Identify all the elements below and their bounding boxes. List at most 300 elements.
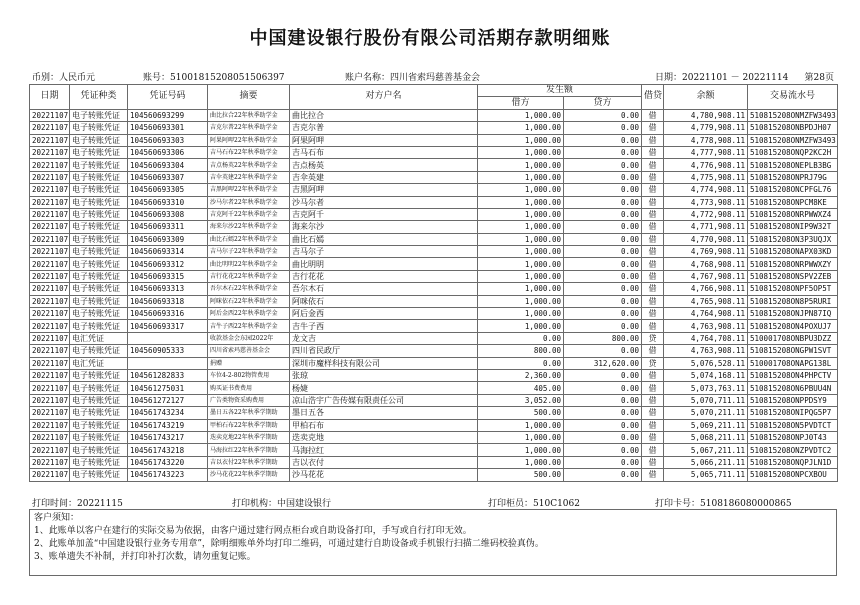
cell-voucher-type: 电子转账凭证 [70, 456, 128, 468]
col-serial: 交易流水号 [748, 85, 838, 110]
table-row [30, 270, 838, 282]
cell-summary: 马海拉红22年秋季学期助 [208, 444, 290, 456]
table-row [30, 184, 838, 196]
cell-credit: 0.00 [564, 369, 642, 381]
print-card-label: 打印卡号： [655, 499, 701, 509]
cell-balance: 5,067,211.11 [664, 444, 748, 456]
cell-balance: 4,772,908.11 [664, 208, 748, 220]
table-row [30, 431, 838, 443]
table-row [30, 308, 838, 320]
cell-dc: 贷 [642, 357, 664, 369]
cell-dc: 借 [642, 258, 664, 270]
table-row [30, 283, 838, 295]
table-row [30, 171, 838, 183]
cell-counterparty: 曲比拉合 [290, 109, 478, 121]
cell-dc: 借 [642, 394, 664, 406]
cell-voucher-type: 电子转账凭证 [70, 146, 128, 158]
cell-counterparty: 迭卖克地 [290, 431, 478, 443]
print-teller [488, 496, 580, 509]
cell-voucher-no: 104561282833 [128, 369, 208, 381]
cell-voucher-no [128, 332, 208, 344]
cell-balance: 4,770,908.11 [664, 233, 748, 245]
cell-serial: 510815208ON5PVDTCT [748, 419, 838, 431]
note-item: 2、此账单加盖“中国建设银行业务专用章”，除明细账单外均打印二维码，可通过建行自助设备或手机银行扫描二维码校验真伪。 [34, 539, 544, 549]
cell-serial: 510815208ONPJ0T43 [748, 431, 838, 443]
cell-serial: 510815208ONMZFW3493 [748, 109, 838, 121]
cell-dc: 借 [642, 159, 664, 171]
cell-credit: 0.00 [564, 308, 642, 320]
customer-notes [29, 509, 837, 576]
cell-voucher-type: 电子转账凭证 [70, 233, 128, 245]
cell-balance: 4,775,908.11 [664, 171, 748, 183]
cell-debit: 1,000.00 [478, 295, 564, 307]
cell-date: 20221107 [30, 419, 70, 431]
cell-summary: 迭卖克地22年秋季学期助 [208, 431, 290, 443]
cell-balance: 5,066,211.11 [664, 456, 748, 468]
cell-counterparty: 沙马花花 [290, 469, 478, 481]
print-org-label: 打印机构： [232, 499, 278, 509]
cell-date: 20221107 [30, 382, 70, 394]
cell-voucher-no: 104560693315 [128, 270, 208, 282]
cell-serial: 510815208ONQP2KC2H [748, 146, 838, 158]
cell-debit: 500.00 [478, 407, 564, 419]
cell-dc: 借 [642, 283, 664, 295]
cell-credit: 0.00 [564, 469, 642, 481]
col-debit: 借方 [478, 97, 564, 109]
cell-balance: 4,771,908.11 [664, 221, 748, 233]
cell-voucher-type: 电子转账凭证 [70, 122, 128, 134]
cell-dc: 借 [642, 456, 664, 468]
cell-debit: 1,000.00 [478, 109, 564, 121]
cell-voucher-no: 104560693304 [128, 159, 208, 171]
cell-date: 20221107 [30, 357, 70, 369]
table-row [30, 469, 838, 481]
cell-dc: 借 [642, 308, 664, 320]
cell-credit: 0.00 [564, 258, 642, 270]
col-balance: 余额 [664, 85, 748, 110]
cell-dc: 借 [642, 146, 664, 158]
cell-balance: 4,774,908.11 [664, 184, 748, 196]
table-row [30, 345, 838, 357]
cell-balance: 5,068,211.11 [664, 431, 748, 443]
cell-credit: 0.00 [564, 233, 642, 245]
cell-counterparty: 杨婕 [290, 382, 478, 394]
table-row [30, 258, 838, 270]
cell-date: 20221107 [30, 295, 70, 307]
cell-voucher-no: 104560693301 [128, 122, 208, 134]
table-row [30, 357, 838, 369]
cell-summary: 吉马石布22年秋季助学金 [208, 146, 290, 158]
cell-voucher-no: 104561743223 [128, 469, 208, 481]
cell-date: 20221107 [30, 308, 70, 320]
cell-voucher-type: 电子转账凭证 [70, 419, 128, 431]
cell-summary: 阿后金西22年秋季助学金 [208, 308, 290, 320]
cell-summary: 沙马花花22年秋季学期助 [208, 469, 290, 481]
cell-counterparty: 沙马尔者 [290, 196, 478, 208]
cell-summary: 吉点杨英22年秋季助学金 [208, 159, 290, 171]
currency-field [32, 70, 95, 83]
cell-voucher-type: 电子转账凭证 [70, 221, 128, 233]
cell-credit: 0.00 [564, 270, 642, 282]
table-row [30, 196, 838, 208]
cell-voucher-type: 电子转账凭证 [70, 134, 128, 146]
cell-balance: 5,070,211.11 [664, 407, 748, 419]
cell-dc: 借 [642, 134, 664, 146]
cell-dc: 借 [642, 270, 664, 282]
cell-balance: 5,065,711.11 [664, 469, 748, 481]
cell-credit: 0.00 [564, 431, 642, 443]
cell-credit: 0.00 [564, 295, 642, 307]
cell-debit: 1,000.00 [478, 444, 564, 456]
cell-debit: 1,000.00 [478, 431, 564, 443]
cell-debit: 1,000.00 [478, 122, 564, 134]
cell-voucher-type: 电子转账凭证 [70, 171, 128, 183]
cell-dc: 贷 [642, 332, 664, 344]
cell-voucher-type: 电子转账凭证 [70, 295, 128, 307]
account-label: 账号： [143, 73, 171, 83]
cell-voucher-no: 104561743234 [128, 407, 208, 419]
table-row [30, 456, 838, 468]
cell-serial: 510815208ONEPLB3BG [748, 159, 838, 171]
cell-serial: 510815208ONPF5OP5T [748, 283, 838, 295]
table-row [30, 221, 838, 233]
cell-date: 20221107 [30, 171, 70, 183]
cell-serial: 510815208ONJPN87IQ [748, 308, 838, 320]
cell-debit: 1,000.00 [478, 159, 564, 171]
cell-credit: 0.00 [564, 196, 642, 208]
cell-credit: 0.00 [564, 320, 642, 332]
cell-voucher-type: 电子转账凭证 [70, 258, 128, 270]
cell-serial: 510815208ON3P3UQJX [748, 233, 838, 245]
cell-credit: 312,620.00 [564, 357, 642, 369]
cell-serial: 510815208ONGPW1SVT [748, 345, 838, 357]
cell-credit: 800.00 [564, 332, 642, 344]
cell-date: 20221107 [30, 345, 70, 357]
cell-voucher-type: 电子转账凭证 [70, 431, 128, 443]
cell-dc: 借 [642, 233, 664, 245]
cell-summary: 曲比明明22年秋季助学金 [208, 258, 290, 270]
cell-voucher-type: 电子转账凭证 [70, 283, 128, 295]
cell-voucher-no: 104560693303 [128, 134, 208, 146]
cell-credit: 0.00 [564, 146, 642, 158]
cell-summary: 四川省索玛慈善基金会 [208, 345, 290, 357]
cell-voucher-no: 104560693305 [128, 184, 208, 196]
table-row [30, 122, 838, 134]
cell-credit: 0.00 [564, 382, 642, 394]
cell-voucher-no: 104561272127 [128, 394, 208, 406]
cell-debit: 1,000.00 [478, 208, 564, 220]
cell-debit: 405.00 [478, 382, 564, 394]
cell-voucher-type: 电子转账凭证 [70, 345, 128, 357]
cell-balance: 4,780,908.11 [664, 109, 748, 121]
cell-summary: 捐赠 [208, 357, 290, 369]
col-amount-group: 发生额 [478, 85, 642, 97]
cell-debit: 800.00 [478, 345, 564, 357]
cell-voucher-no: 104560693313 [128, 283, 208, 295]
cell-dc: 借 [642, 295, 664, 307]
currency-value: 人民币元 [59, 73, 96, 83]
cell-voucher-type: 电汇凭证 [70, 357, 128, 369]
cell-credit: 0.00 [564, 283, 642, 295]
cell-date: 20221107 [30, 283, 70, 295]
cell-serial: 510815208ONPCM8KE [748, 196, 838, 208]
cell-debit: 1,000.00 [478, 171, 564, 183]
cell-counterparty: 吾尔木石 [290, 283, 478, 295]
cell-summary: 吉行花花22年秋季助学金 [208, 270, 290, 282]
account-value: 51001815208051506397 [170, 73, 285, 83]
print-card-value: 5108186080000865 [700, 499, 792, 509]
cell-balance: 4,764,908.11 [664, 308, 748, 320]
cell-voucher-type: 电子转账凭证 [70, 469, 128, 481]
cell-serial: 510815208ON8P5RURI [748, 295, 838, 307]
cell-summary: 吉以衣付22年秋季学期助 [208, 456, 290, 468]
table-row [30, 208, 838, 220]
cell-credit: 0.00 [564, 109, 642, 121]
cell-voucher-no: 104560693314 [128, 246, 208, 258]
cell-date: 20221107 [30, 456, 70, 468]
cell-voucher-type: 电子转账凭证 [70, 382, 128, 394]
cell-summary: 甲柏石布22年秋季学期助 [208, 419, 290, 431]
cell-voucher-no: 104560693309 [128, 233, 208, 245]
cell-counterparty: 吉行花花 [290, 270, 478, 282]
currency-label: 币别： [32, 73, 60, 83]
print-time [32, 496, 123, 509]
date-range-label: 日期： [655, 73, 683, 83]
cell-voucher-no: 104560693318 [128, 295, 208, 307]
cell-debit: 500.00 [478, 469, 564, 481]
table-row [30, 444, 838, 456]
cell-date: 20221107 [30, 122, 70, 134]
print-teller-value: 510C1062 [533, 499, 580, 509]
cell-serial: 510815208ONIPQG5P7 [748, 407, 838, 419]
cell-counterparty: 吉克尔普 [290, 122, 478, 134]
cell-voucher-no: 104561743218 [128, 444, 208, 456]
cell-date: 20221107 [30, 159, 70, 171]
table-row [30, 320, 838, 332]
table-row [30, 382, 838, 394]
cell-voucher-no: 104560693311 [128, 221, 208, 233]
account-field [143, 70, 285, 83]
cell-counterparty: 龙文吉 [290, 332, 478, 344]
date-range-value: 20221101 － 20221114 [682, 73, 789, 83]
cell-debit: 1,000.00 [478, 258, 564, 270]
cell-serial: 510815208ONPPDSY9 [748, 394, 838, 406]
cell-dc: 借 [642, 246, 664, 258]
cell-counterparty: 马海拉红 [290, 444, 478, 456]
cell-date: 20221107 [30, 394, 70, 406]
cell-voucher-no: 104560693312 [128, 258, 208, 270]
cell-date: 20221107 [30, 369, 70, 381]
cell-dc: 借 [642, 221, 664, 233]
cell-date: 20221107 [30, 208, 70, 220]
cell-balance: 4,764,708.11 [664, 332, 748, 344]
cell-dc: 借 [642, 196, 664, 208]
cell-dc: 借 [642, 369, 664, 381]
cell-debit: 1,000.00 [478, 146, 564, 158]
cell-date: 20221107 [30, 469, 70, 481]
cell-serial: 510815208ONPRJ79G [748, 171, 838, 183]
cell-serial: 510815208ON4POXUJ7 [748, 320, 838, 332]
cell-counterparty: 吉伞英建 [290, 171, 478, 183]
cell-balance: 4,779,908.11 [664, 122, 748, 134]
cell-summary: 墨日五各22年秋季学期助 [208, 407, 290, 419]
cell-voucher-type: 电子转账凭证 [70, 444, 128, 456]
cell-balance: 4,777,908.11 [664, 146, 748, 158]
cell-serial: 510815208ON4PHPCTV [748, 369, 838, 381]
cell-counterparty: 曲比明明 [290, 258, 478, 270]
print-time-label: 打印时间： [32, 499, 78, 509]
cell-credit: 0.00 [564, 159, 642, 171]
cell-voucher-type: 电子转账凭证 [70, 109, 128, 121]
cell-date: 20221107 [30, 233, 70, 245]
cell-debit: 0.00 [478, 357, 564, 369]
cell-voucher-no: 104561275031 [128, 382, 208, 394]
cell-serial: 510815208ONQPJLN1D [748, 456, 838, 468]
cell-debit: 1,000.00 [478, 456, 564, 468]
col-summary: 摘要 [208, 85, 290, 110]
cell-counterparty: 四川省民政厅 [290, 345, 478, 357]
cell-counterparty: 吉马尔子 [290, 246, 478, 258]
cell-summary: 广告类物资采购费用 [208, 394, 290, 406]
cell-voucher-type: 电子转账凭证 [70, 184, 128, 196]
cell-credit: 0.00 [564, 419, 642, 431]
cell-voucher-no: 104560693306 [128, 146, 208, 158]
cell-voucher-type: 电汇凭证 [70, 332, 128, 344]
cell-date: 20221107 [30, 196, 70, 208]
cell-dc: 借 [642, 345, 664, 357]
cell-summary: 吉克阿千22年秋季助学金 [208, 208, 290, 220]
col-voucher-no: 凭证号码 [128, 85, 208, 110]
cell-dc: 借 [642, 419, 664, 431]
cell-serial: 510815208ONMZFW3493 [748, 134, 838, 146]
cell-voucher-no: 104560905333 [128, 345, 208, 357]
cell-debit: 1,000.00 [478, 308, 564, 320]
cell-balance: 4,763,908.11 [664, 345, 748, 357]
print-card [655, 496, 792, 509]
cell-summary: 曲比石嫣22年秋季助学金 [208, 233, 290, 245]
cell-debit: 1,000.00 [478, 221, 564, 233]
cell-balance: 4,778,908.11 [664, 134, 748, 146]
cell-dc: 借 [642, 469, 664, 481]
print-org [232, 496, 331, 509]
cell-serial: 510815208ONRPWWXZ4 [748, 208, 838, 220]
cell-dc: 借 [642, 109, 664, 121]
cell-summary: 吾尔木石22年秋季助学金 [208, 283, 290, 295]
cell-serial: 510815208ONCPFGL76 [748, 184, 838, 196]
cell-debit: 1,000.00 [478, 283, 564, 295]
cell-date: 20221107 [30, 246, 70, 258]
cell-counterparty: 阿咪依石 [290, 295, 478, 307]
page-number: 第28页 [804, 73, 834, 83]
cell-date: 20221107 [30, 444, 70, 456]
cell-summary: 阿咪依石22年秋季助学金 [208, 295, 290, 307]
cell-balance: 4,766,908.11 [664, 283, 748, 295]
cell-voucher-type: 电子转账凭证 [70, 246, 128, 258]
cell-credit: 0.00 [564, 394, 642, 406]
cell-date: 20221107 [30, 270, 70, 282]
cell-balance: 5,069,211.11 [664, 419, 748, 431]
cell-dc: 借 [642, 444, 664, 456]
cell-summary: 车位4-2-802物管费用 [208, 369, 290, 381]
cell-credit: 0.00 [564, 122, 642, 134]
account-name-value: 四川省索玛慈善基金会 [390, 73, 481, 83]
cell-voucher-no: 104561743220 [128, 456, 208, 468]
cell-voucher-no: 104561743217 [128, 431, 208, 443]
cell-balance: 4,769,908.11 [664, 246, 748, 258]
cell-balance: 4,767,908.11 [664, 270, 748, 282]
cell-summary: 沙马尔者22年秋季助学金 [208, 196, 290, 208]
cell-credit: 0.00 [564, 246, 642, 258]
col-voucher-type: 凭证种类 [70, 85, 128, 110]
page-title: 中国建设银行股份有限公司活期存款明细账 [249, 28, 611, 49]
col-dc: 借贷 [642, 85, 664, 110]
cell-credit: 0.00 [564, 134, 642, 146]
cell-voucher-type: 电子转账凭证 [70, 369, 128, 381]
col-counterparty: 对方户名 [290, 85, 478, 110]
cell-balance: 4,763,908.11 [664, 320, 748, 332]
table-header-row [30, 85, 838, 97]
cell-serial: 510001708ONAPG138L [748, 357, 838, 369]
cell-summary: 曲比拉合22年秋季助学金 [208, 109, 290, 121]
table-row [30, 394, 838, 406]
cell-debit: 1,000.00 [478, 134, 564, 146]
cell-counterparty: 吉黑阿呷 [290, 184, 478, 196]
print-teller-label: 打印柜员： [488, 499, 534, 509]
date-range-field [655, 70, 788, 83]
cell-summary: 购买证书费费用 [208, 382, 290, 394]
cell-balance: 5,074,168.11 [664, 369, 748, 381]
cell-voucher-type: 电子转账凭证 [70, 394, 128, 406]
cell-serial: 510815208ON6PBUU4N [748, 382, 838, 394]
table-row [30, 233, 838, 245]
cell-credit: 0.00 [564, 221, 642, 233]
print-time-value: 20221115 [77, 499, 123, 509]
cell-serial: 510815208ONPCXBOU [748, 469, 838, 481]
cell-voucher-no: 104561743219 [128, 419, 208, 431]
cell-serial: 510815208ONSPV2ZEB [748, 270, 838, 282]
cell-summary: 吉黑阿呷22年秋季助学金 [208, 184, 290, 196]
cell-serial: 510815208ONRPWWXZY [748, 258, 838, 270]
cell-debit: 1,000.00 [478, 184, 564, 196]
cell-counterparty: 曲比石嫣 [290, 233, 478, 245]
col-credit: 贷方 [564, 97, 642, 109]
cell-voucher-no: 104560693299 [128, 109, 208, 121]
note-item: 3、账单遗失不补制，并打印补打次数，请勿重复记账。 [34, 552, 256, 562]
cell-voucher-type: 电子转账凭证 [70, 208, 128, 220]
cell-serial: 510815208ONZPVDTC2 [748, 444, 838, 456]
cell-voucher-type: 电子转账凭证 [70, 196, 128, 208]
notes-title: 客户须知： [34, 513, 80, 523]
cell-counterparty: 吉点杨英 [290, 159, 478, 171]
cell-date: 20221107 [30, 332, 70, 344]
cell-debit: 2,360.00 [478, 369, 564, 381]
cell-summary: 吉马尔子22年秋季助学金 [208, 246, 290, 258]
cell-balance: 4,776,908.11 [664, 159, 748, 171]
cell-debit: 0.00 [478, 332, 564, 344]
cell-date: 20221107 [30, 320, 70, 332]
cell-voucher-no: 104560693308 [128, 208, 208, 220]
cell-credit: 0.00 [564, 456, 642, 468]
cell-summary: 吉克尔普22年秋季助学金 [208, 122, 290, 134]
note-item: 1、此账单以客户在建行的实际交易为依据，由客户通过建行网点柜台或自助设备打印，手写或自行打印无效。 [34, 526, 472, 536]
cell-voucher-type: 电子转账凭证 [70, 320, 128, 332]
cell-debit: 1,000.00 [478, 196, 564, 208]
cell-voucher-no: 104560693307 [128, 171, 208, 183]
cell-voucher-type: 电子转账凭证 [70, 308, 128, 320]
cell-date: 20221107 [30, 221, 70, 233]
cell-summary: 海来尔沙22年秋季助学金 [208, 221, 290, 233]
cell-debit: 3,052.00 [478, 394, 564, 406]
